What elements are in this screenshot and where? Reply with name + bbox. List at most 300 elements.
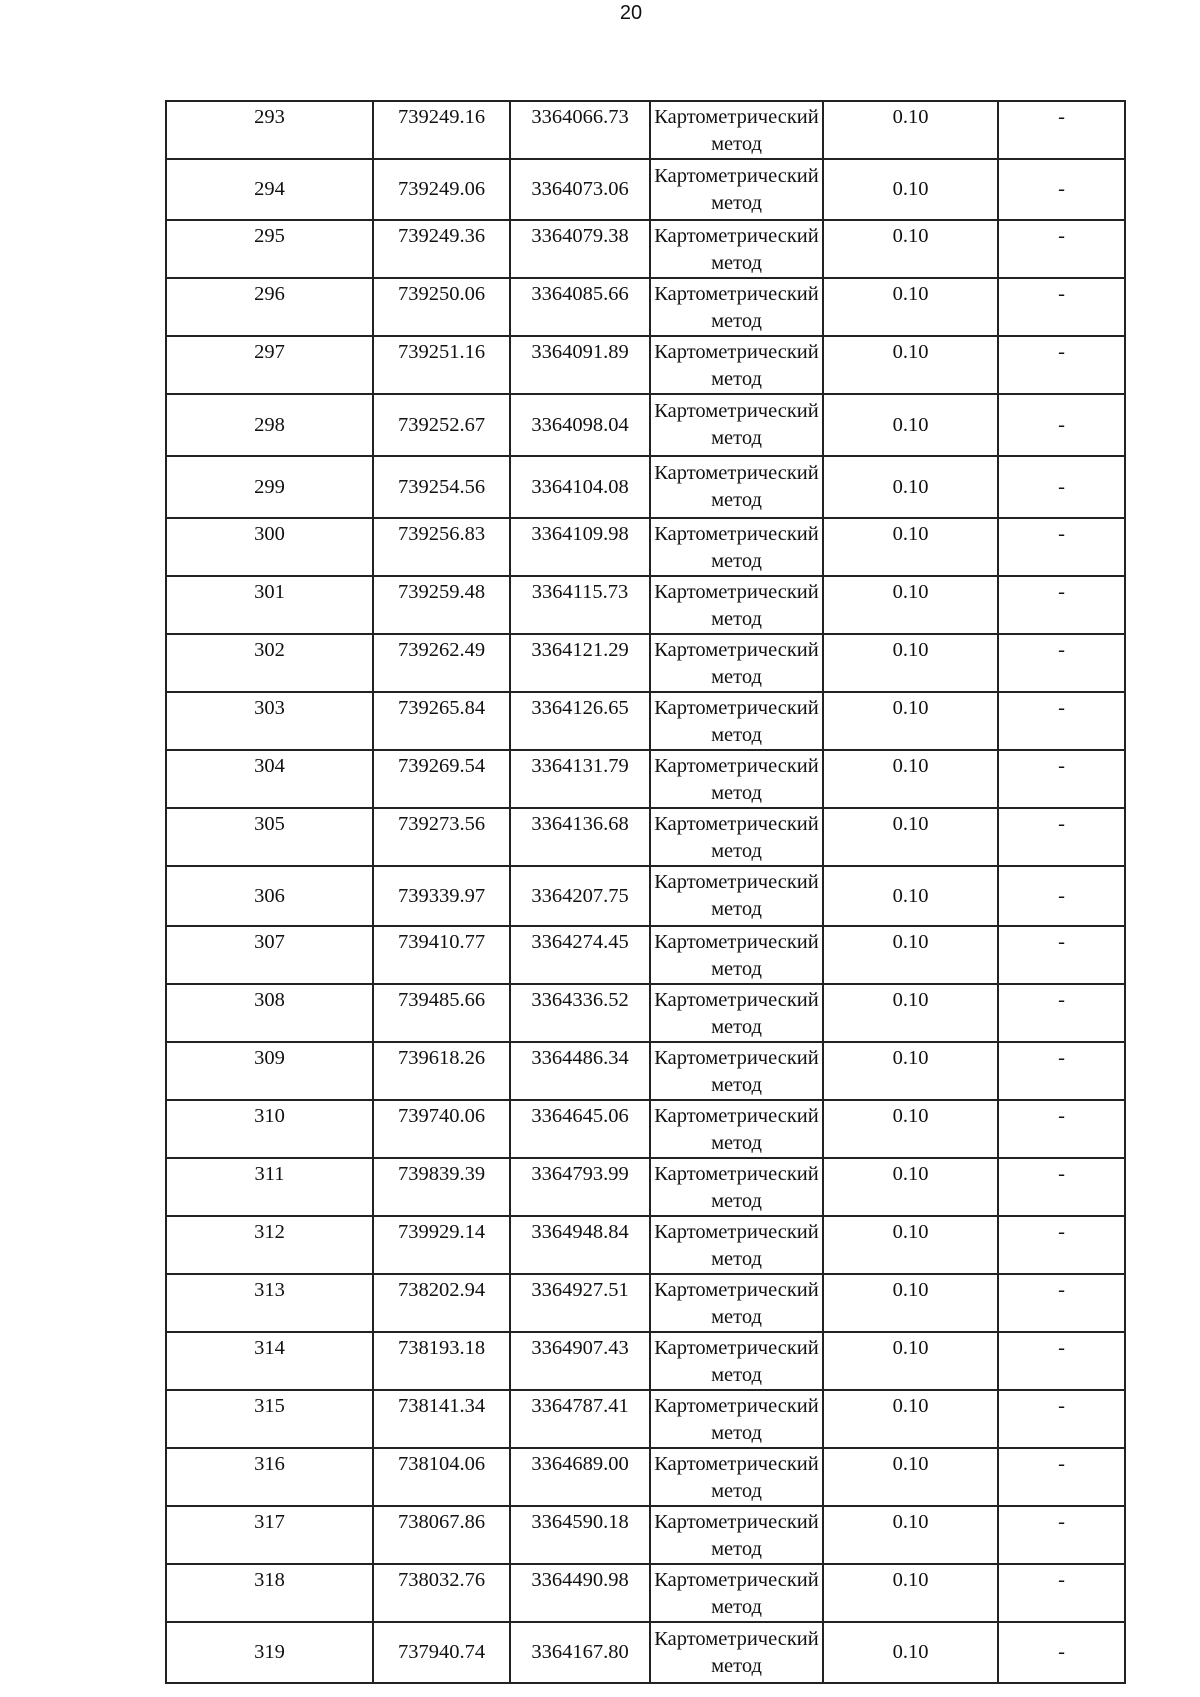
accuracy-text: 0.10 xyxy=(892,755,929,777)
point-number-text: 316 xyxy=(254,1453,285,1475)
table-row xyxy=(166,1564,1125,1622)
cell-method xyxy=(650,220,823,278)
cell-method xyxy=(650,1506,823,1564)
cell-coord-y xyxy=(510,1216,650,1274)
cell-accuracy xyxy=(823,1506,998,1564)
cell-accuracy xyxy=(823,1332,998,1390)
method-text: Картометрический метод xyxy=(654,697,819,746)
cell-coord-y xyxy=(510,1564,650,1622)
cell-coord-x xyxy=(373,866,510,926)
cell-coord-x xyxy=(373,278,510,336)
note-text: - xyxy=(1058,755,1065,777)
table-row xyxy=(166,866,1125,926)
table-row xyxy=(166,634,1125,692)
coord-x-text: 739410.77 xyxy=(397,931,486,953)
coord-x-text: 738193.18 xyxy=(397,1337,486,1359)
cell-point-number xyxy=(166,1622,373,1683)
cell-note xyxy=(998,1274,1125,1332)
note-text: - xyxy=(1058,813,1065,835)
cell-point-number xyxy=(166,278,373,336)
cell-coord-y xyxy=(510,1622,650,1683)
coord-y-text: 3364689.00 xyxy=(531,1453,629,1475)
cell-note xyxy=(998,1448,1125,1506)
cell-method xyxy=(650,1390,823,1448)
cell-note xyxy=(998,634,1125,692)
method-text: Картометрический метод xyxy=(654,164,819,214)
point-number-text: 299 xyxy=(254,475,285,498)
method-text: Картометрический метод xyxy=(654,1511,819,1560)
note-text: - xyxy=(1058,1453,1065,1475)
table-row xyxy=(166,336,1125,394)
coord-y-text: 3364167.80 xyxy=(531,1641,629,1663)
cell-note xyxy=(998,159,1125,220)
cell-point-number xyxy=(166,984,373,1042)
coord-x-text: 739269.54 xyxy=(397,755,486,777)
cell-coord-x xyxy=(373,926,510,984)
note-text: - xyxy=(1058,1569,1065,1591)
cell-coord-x xyxy=(373,394,510,456)
cell-method xyxy=(650,1042,823,1100)
coord-x-text: 739265.84 xyxy=(397,697,486,719)
coord-x-text: 739339.97 xyxy=(397,884,486,907)
cell-coord-y xyxy=(510,456,650,518)
accuracy-text: 0.10 xyxy=(892,523,929,545)
cell-point-number xyxy=(166,750,373,808)
accuracy-text: 0.10 xyxy=(892,1395,929,1417)
coord-x-text: 739249.36 xyxy=(397,225,486,247)
cell-coord-y xyxy=(510,159,650,220)
cell-method xyxy=(650,1564,823,1622)
note-text: - xyxy=(1058,639,1065,661)
cell-note xyxy=(998,1158,1125,1216)
coord-x-text: 739929.14 xyxy=(397,1221,486,1243)
cell-note xyxy=(998,1506,1125,1564)
cell-point-number xyxy=(166,1564,373,1622)
coord-y-text: 3364131.79 xyxy=(531,755,629,777)
cell-point-number xyxy=(166,456,373,518)
note-text: - xyxy=(1058,1221,1065,1243)
coord-x-text: 738067.86 xyxy=(397,1511,486,1533)
coord-x-text: 739249.06 xyxy=(397,178,486,200)
note-text: - xyxy=(1058,413,1065,436)
note-text: - xyxy=(1058,523,1065,545)
cell-coord-y xyxy=(510,692,650,750)
cell-accuracy xyxy=(823,808,998,866)
cell-method xyxy=(650,634,823,692)
point-number-text: 302 xyxy=(254,639,285,661)
cell-note xyxy=(998,456,1125,518)
cell-method xyxy=(650,1216,823,1274)
accuracy-text: 0.10 xyxy=(892,1047,929,1069)
cell-note xyxy=(998,220,1125,278)
cell-coord-x xyxy=(373,456,510,518)
accuracy-text: 0.10 xyxy=(892,1337,929,1359)
coord-y-text: 3364091.89 xyxy=(531,341,629,363)
point-number-text: 296 xyxy=(254,283,285,305)
accuracy-text: 0.10 xyxy=(892,931,929,953)
cell-accuracy xyxy=(823,518,998,576)
cell-method xyxy=(650,101,823,159)
cell-coord-x xyxy=(373,1158,510,1216)
coord-y-text: 3364927.51 xyxy=(531,1279,629,1301)
cell-method xyxy=(650,159,823,220)
note-text: - xyxy=(1058,697,1065,719)
accuracy-text: 0.10 xyxy=(892,225,929,247)
cell-coord-y xyxy=(510,634,650,692)
table-row xyxy=(166,750,1125,808)
cell-coord-x xyxy=(373,692,510,750)
cell-method xyxy=(650,1274,823,1332)
coord-y-text: 3364079.38 xyxy=(531,225,629,247)
accuracy-text: 0.10 xyxy=(892,106,929,128)
cell-accuracy xyxy=(823,866,998,926)
cell-accuracy xyxy=(823,1390,998,1448)
coord-x-text: 739740.06 xyxy=(397,1105,486,1127)
cell-method xyxy=(650,1158,823,1216)
cell-accuracy xyxy=(823,220,998,278)
cell-accuracy xyxy=(823,576,998,634)
note-text: - xyxy=(1058,1337,1065,1359)
coord-x-text: 739254.56 xyxy=(397,475,486,498)
point-number-text: 307 xyxy=(254,931,285,953)
coord-y-text: 3364274.45 xyxy=(531,931,629,953)
method-text: Картометрический метод xyxy=(654,581,819,630)
accuracy-text: 0.10 xyxy=(892,413,929,436)
cell-note xyxy=(998,926,1125,984)
cell-coord-y xyxy=(510,1274,650,1332)
method-text: Картометрический метод xyxy=(654,1047,819,1096)
cell-point-number xyxy=(166,634,373,692)
method-text: Картометрический метод xyxy=(654,931,819,980)
coord-x-text: 739262.49 xyxy=(397,639,486,661)
note-text: - xyxy=(1058,1641,1065,1663)
cell-coord-x xyxy=(373,1042,510,1100)
cell-point-number xyxy=(166,808,373,866)
cell-coord-x xyxy=(373,1448,510,1506)
cell-coord-y xyxy=(510,394,650,456)
accuracy-text: 0.10 xyxy=(892,1641,929,1663)
cell-coord-y xyxy=(510,926,650,984)
accuracy-text: 0.10 xyxy=(892,1569,929,1591)
cell-point-number xyxy=(166,576,373,634)
cell-coord-y xyxy=(510,278,650,336)
coord-x-text: 739256.83 xyxy=(397,523,486,545)
method-text: Картометрический метод xyxy=(654,1105,819,1154)
cell-note xyxy=(998,278,1125,336)
method-text: Картометрический метод xyxy=(654,283,819,332)
cell-coord-x xyxy=(373,1622,510,1683)
table-row xyxy=(166,278,1125,336)
table-row xyxy=(166,926,1125,984)
note-text: - xyxy=(1058,581,1065,603)
point-number-text: 298 xyxy=(254,413,285,436)
point-number-text: 308 xyxy=(254,989,285,1011)
cell-point-number xyxy=(166,1216,373,1274)
table-row xyxy=(166,220,1125,278)
point-number-text: 315 xyxy=(254,1395,285,1417)
note-text: - xyxy=(1058,106,1065,128)
cell-point-number xyxy=(166,1100,373,1158)
note-text: - xyxy=(1058,475,1065,498)
point-number-text: 313 xyxy=(254,1279,285,1301)
coord-x-text: 739250.06 xyxy=(397,283,486,305)
cell-coord-x xyxy=(373,1274,510,1332)
cell-point-number xyxy=(166,1448,373,1506)
accuracy-text: 0.10 xyxy=(892,341,929,363)
cell-coord-x xyxy=(373,1216,510,1274)
cell-coord-x xyxy=(373,518,510,576)
cell-accuracy xyxy=(823,984,998,1042)
note-text: - xyxy=(1058,1279,1065,1301)
cell-method xyxy=(650,1448,823,1506)
cell-note xyxy=(998,866,1125,926)
cell-accuracy xyxy=(823,1158,998,1216)
note-text: - xyxy=(1058,931,1065,953)
cell-method xyxy=(650,750,823,808)
point-number-text: 311 xyxy=(254,1163,285,1185)
cell-coord-y xyxy=(510,220,650,278)
note-text: - xyxy=(1058,283,1065,305)
cell-method xyxy=(650,278,823,336)
method-text: Картометрический метод xyxy=(654,755,819,804)
method-text: Картометрический метод xyxy=(654,989,819,1038)
cell-accuracy xyxy=(823,692,998,750)
table-row xyxy=(166,101,1125,159)
cell-note xyxy=(998,101,1125,159)
cell-point-number xyxy=(166,1042,373,1100)
cell-note xyxy=(998,692,1125,750)
cell-coord-x xyxy=(373,1564,510,1622)
cell-coord-x xyxy=(373,220,510,278)
accuracy-text: 0.10 xyxy=(892,639,929,661)
accuracy-text: 0.10 xyxy=(892,1163,929,1185)
method-text: Картометрический метод xyxy=(654,400,819,449)
cell-point-number xyxy=(166,1506,373,1564)
cell-method xyxy=(650,576,823,634)
cell-note xyxy=(998,1622,1125,1683)
coord-y-text: 3364207.75 xyxy=(531,884,629,907)
cell-coord-x xyxy=(373,984,510,1042)
point-number-text: 303 xyxy=(254,697,285,719)
accuracy-text: 0.10 xyxy=(892,1279,929,1301)
cell-note xyxy=(998,1216,1125,1274)
cell-coord-y xyxy=(510,1332,650,1390)
cell-method xyxy=(650,394,823,456)
coord-y-text: 3364104.08 xyxy=(531,475,629,498)
cell-method xyxy=(650,336,823,394)
accuracy-text: 0.10 xyxy=(892,1105,929,1127)
coord-x-text: 739251.16 xyxy=(397,341,486,363)
table-row xyxy=(166,984,1125,1042)
accuracy-text: 0.10 xyxy=(892,581,929,603)
table-row xyxy=(166,1332,1125,1390)
coord-x-text: 739839.39 xyxy=(397,1163,486,1185)
table-row xyxy=(166,1390,1125,1448)
cell-accuracy xyxy=(823,1042,998,1100)
cell-method xyxy=(650,808,823,866)
method-text: Картометрический метод xyxy=(654,462,819,511)
cell-note xyxy=(998,394,1125,456)
cell-accuracy xyxy=(823,926,998,984)
method-text: Картометрический метод xyxy=(654,1337,819,1386)
coord-y-text: 3364948.84 xyxy=(531,1221,629,1243)
cell-coord-y xyxy=(510,1506,650,1564)
table-row xyxy=(166,1622,1125,1683)
method-text: Картометрический метод xyxy=(654,1453,819,1502)
cell-coord-y xyxy=(510,750,650,808)
table-row xyxy=(166,1274,1125,1332)
accuracy-text: 0.10 xyxy=(892,697,929,719)
cell-note xyxy=(998,750,1125,808)
point-number-text: 293 xyxy=(254,106,285,128)
note-text: - xyxy=(1058,989,1065,1011)
accuracy-text: 0.10 xyxy=(892,884,929,907)
coord-y-text: 3364121.29 xyxy=(531,639,629,661)
point-number-text: 305 xyxy=(254,813,285,835)
point-number-text: 319 xyxy=(254,1641,285,1663)
method-text: Картометрический метод xyxy=(654,225,819,274)
method-text: Картометрический метод xyxy=(654,1395,819,1444)
cell-point-number xyxy=(166,1332,373,1390)
cell-method xyxy=(650,1100,823,1158)
cell-coord-y xyxy=(510,984,650,1042)
cell-accuracy xyxy=(823,750,998,808)
coord-x-text: 739618.26 xyxy=(397,1047,486,1069)
table-row xyxy=(166,1042,1125,1100)
cell-coord-x xyxy=(373,1506,510,1564)
cell-accuracy xyxy=(823,1274,998,1332)
coord-x-text: 739259.48 xyxy=(397,581,486,603)
cell-point-number xyxy=(166,394,373,456)
coord-y-text: 3364136.68 xyxy=(531,813,629,835)
cell-coord-x xyxy=(373,159,510,220)
cell-method xyxy=(650,1622,823,1683)
note-text: - xyxy=(1058,1047,1065,1069)
method-text: Картометрический метод xyxy=(654,1279,819,1328)
method-text: Картометрический метод xyxy=(654,106,819,155)
cell-coord-y xyxy=(510,101,650,159)
coord-x-text: 738141.34 xyxy=(397,1395,486,1417)
cell-method xyxy=(650,1332,823,1390)
table-row xyxy=(166,1216,1125,1274)
coord-x-text: 738032.76 xyxy=(397,1569,486,1591)
cell-coord-x xyxy=(373,808,510,866)
note-text: - xyxy=(1058,225,1065,247)
page-number: 20 xyxy=(619,2,643,24)
cell-accuracy xyxy=(823,336,998,394)
cell-accuracy xyxy=(823,159,998,220)
cell-coord-y xyxy=(510,808,650,866)
cell-note xyxy=(998,1332,1125,1390)
coord-x-text: 738104.06 xyxy=(397,1453,486,1475)
table-row xyxy=(166,1448,1125,1506)
cell-point-number xyxy=(166,101,373,159)
cell-note xyxy=(998,336,1125,394)
cell-note xyxy=(998,984,1125,1042)
cell-note xyxy=(998,576,1125,634)
cell-coord-x xyxy=(373,576,510,634)
point-number-text: 295 xyxy=(254,225,285,247)
cell-accuracy xyxy=(823,1448,998,1506)
method-text: Картометрический метод xyxy=(654,813,819,862)
cell-coord-x xyxy=(373,1390,510,1448)
coord-y-text: 3364793.99 xyxy=(531,1163,629,1185)
table-row xyxy=(166,808,1125,866)
coord-y-text: 3364085.66 xyxy=(531,283,629,305)
cell-coord-x xyxy=(373,336,510,394)
cell-accuracy xyxy=(823,1100,998,1158)
cell-coord-y xyxy=(510,1042,650,1100)
accuracy-text: 0.10 xyxy=(892,1453,929,1475)
note-text: - xyxy=(1058,1105,1065,1127)
cell-accuracy xyxy=(823,634,998,692)
point-number-text: 318 xyxy=(254,1569,285,1591)
note-text: - xyxy=(1058,1511,1065,1533)
method-text: Картометрический метод xyxy=(654,341,819,390)
coord-y-text: 3364336.52 xyxy=(531,989,629,1011)
note-text: - xyxy=(1058,884,1065,907)
point-number-text: 300 xyxy=(254,523,285,545)
point-number-text: 314 xyxy=(254,1337,285,1359)
cell-note xyxy=(998,1042,1125,1100)
cell-accuracy xyxy=(823,1216,998,1274)
cell-point-number xyxy=(166,220,373,278)
point-number-text: 309 xyxy=(254,1047,285,1069)
accuracy-text: 0.10 xyxy=(892,178,929,200)
coord-x-text: 739249.16 xyxy=(397,106,486,128)
cell-coord-x xyxy=(373,1100,510,1158)
cell-point-number xyxy=(166,336,373,394)
coord-y-text: 3364645.06 xyxy=(531,1105,629,1127)
accuracy-text: 0.10 xyxy=(892,813,929,835)
method-text: Картометрический метод xyxy=(654,1569,819,1618)
table-row xyxy=(166,394,1125,456)
point-number-text: 304 xyxy=(254,755,285,777)
table-row xyxy=(166,1506,1125,1564)
cell-point-number xyxy=(166,1390,373,1448)
table-row xyxy=(166,1100,1125,1158)
accuracy-text: 0.10 xyxy=(892,989,929,1011)
cell-point-number xyxy=(166,866,373,926)
cell-method xyxy=(650,866,823,926)
cell-point-number xyxy=(166,926,373,984)
coord-y-text: 3364490.98 xyxy=(531,1569,629,1591)
method-text: Картометрический метод xyxy=(654,871,819,920)
table-row xyxy=(166,692,1125,750)
accuracy-text: 0.10 xyxy=(892,1221,929,1243)
cell-note xyxy=(998,1390,1125,1448)
method-text: Картометрический метод xyxy=(654,639,819,688)
coord-y-text: 3364126.65 xyxy=(531,697,629,719)
coord-y-text: 3364590.18 xyxy=(531,1511,629,1533)
cell-accuracy xyxy=(823,456,998,518)
cell-method xyxy=(650,518,823,576)
coord-y-text: 3364787.41 xyxy=(531,1395,629,1417)
accuracy-text: 0.10 xyxy=(892,283,929,305)
cell-note xyxy=(998,1564,1125,1622)
point-number-text: 294 xyxy=(254,178,285,200)
point-number-text: 306 xyxy=(254,884,285,907)
cell-point-number xyxy=(166,692,373,750)
point-number-text: 312 xyxy=(254,1221,285,1243)
cell-note xyxy=(998,808,1125,866)
coord-y-text: 3364098.04 xyxy=(531,413,629,436)
cell-accuracy xyxy=(823,394,998,456)
note-text: - xyxy=(1058,341,1065,363)
cell-coord-y xyxy=(510,576,650,634)
point-number-text: 301 xyxy=(254,581,285,603)
cell-coord-y xyxy=(510,1390,650,1448)
